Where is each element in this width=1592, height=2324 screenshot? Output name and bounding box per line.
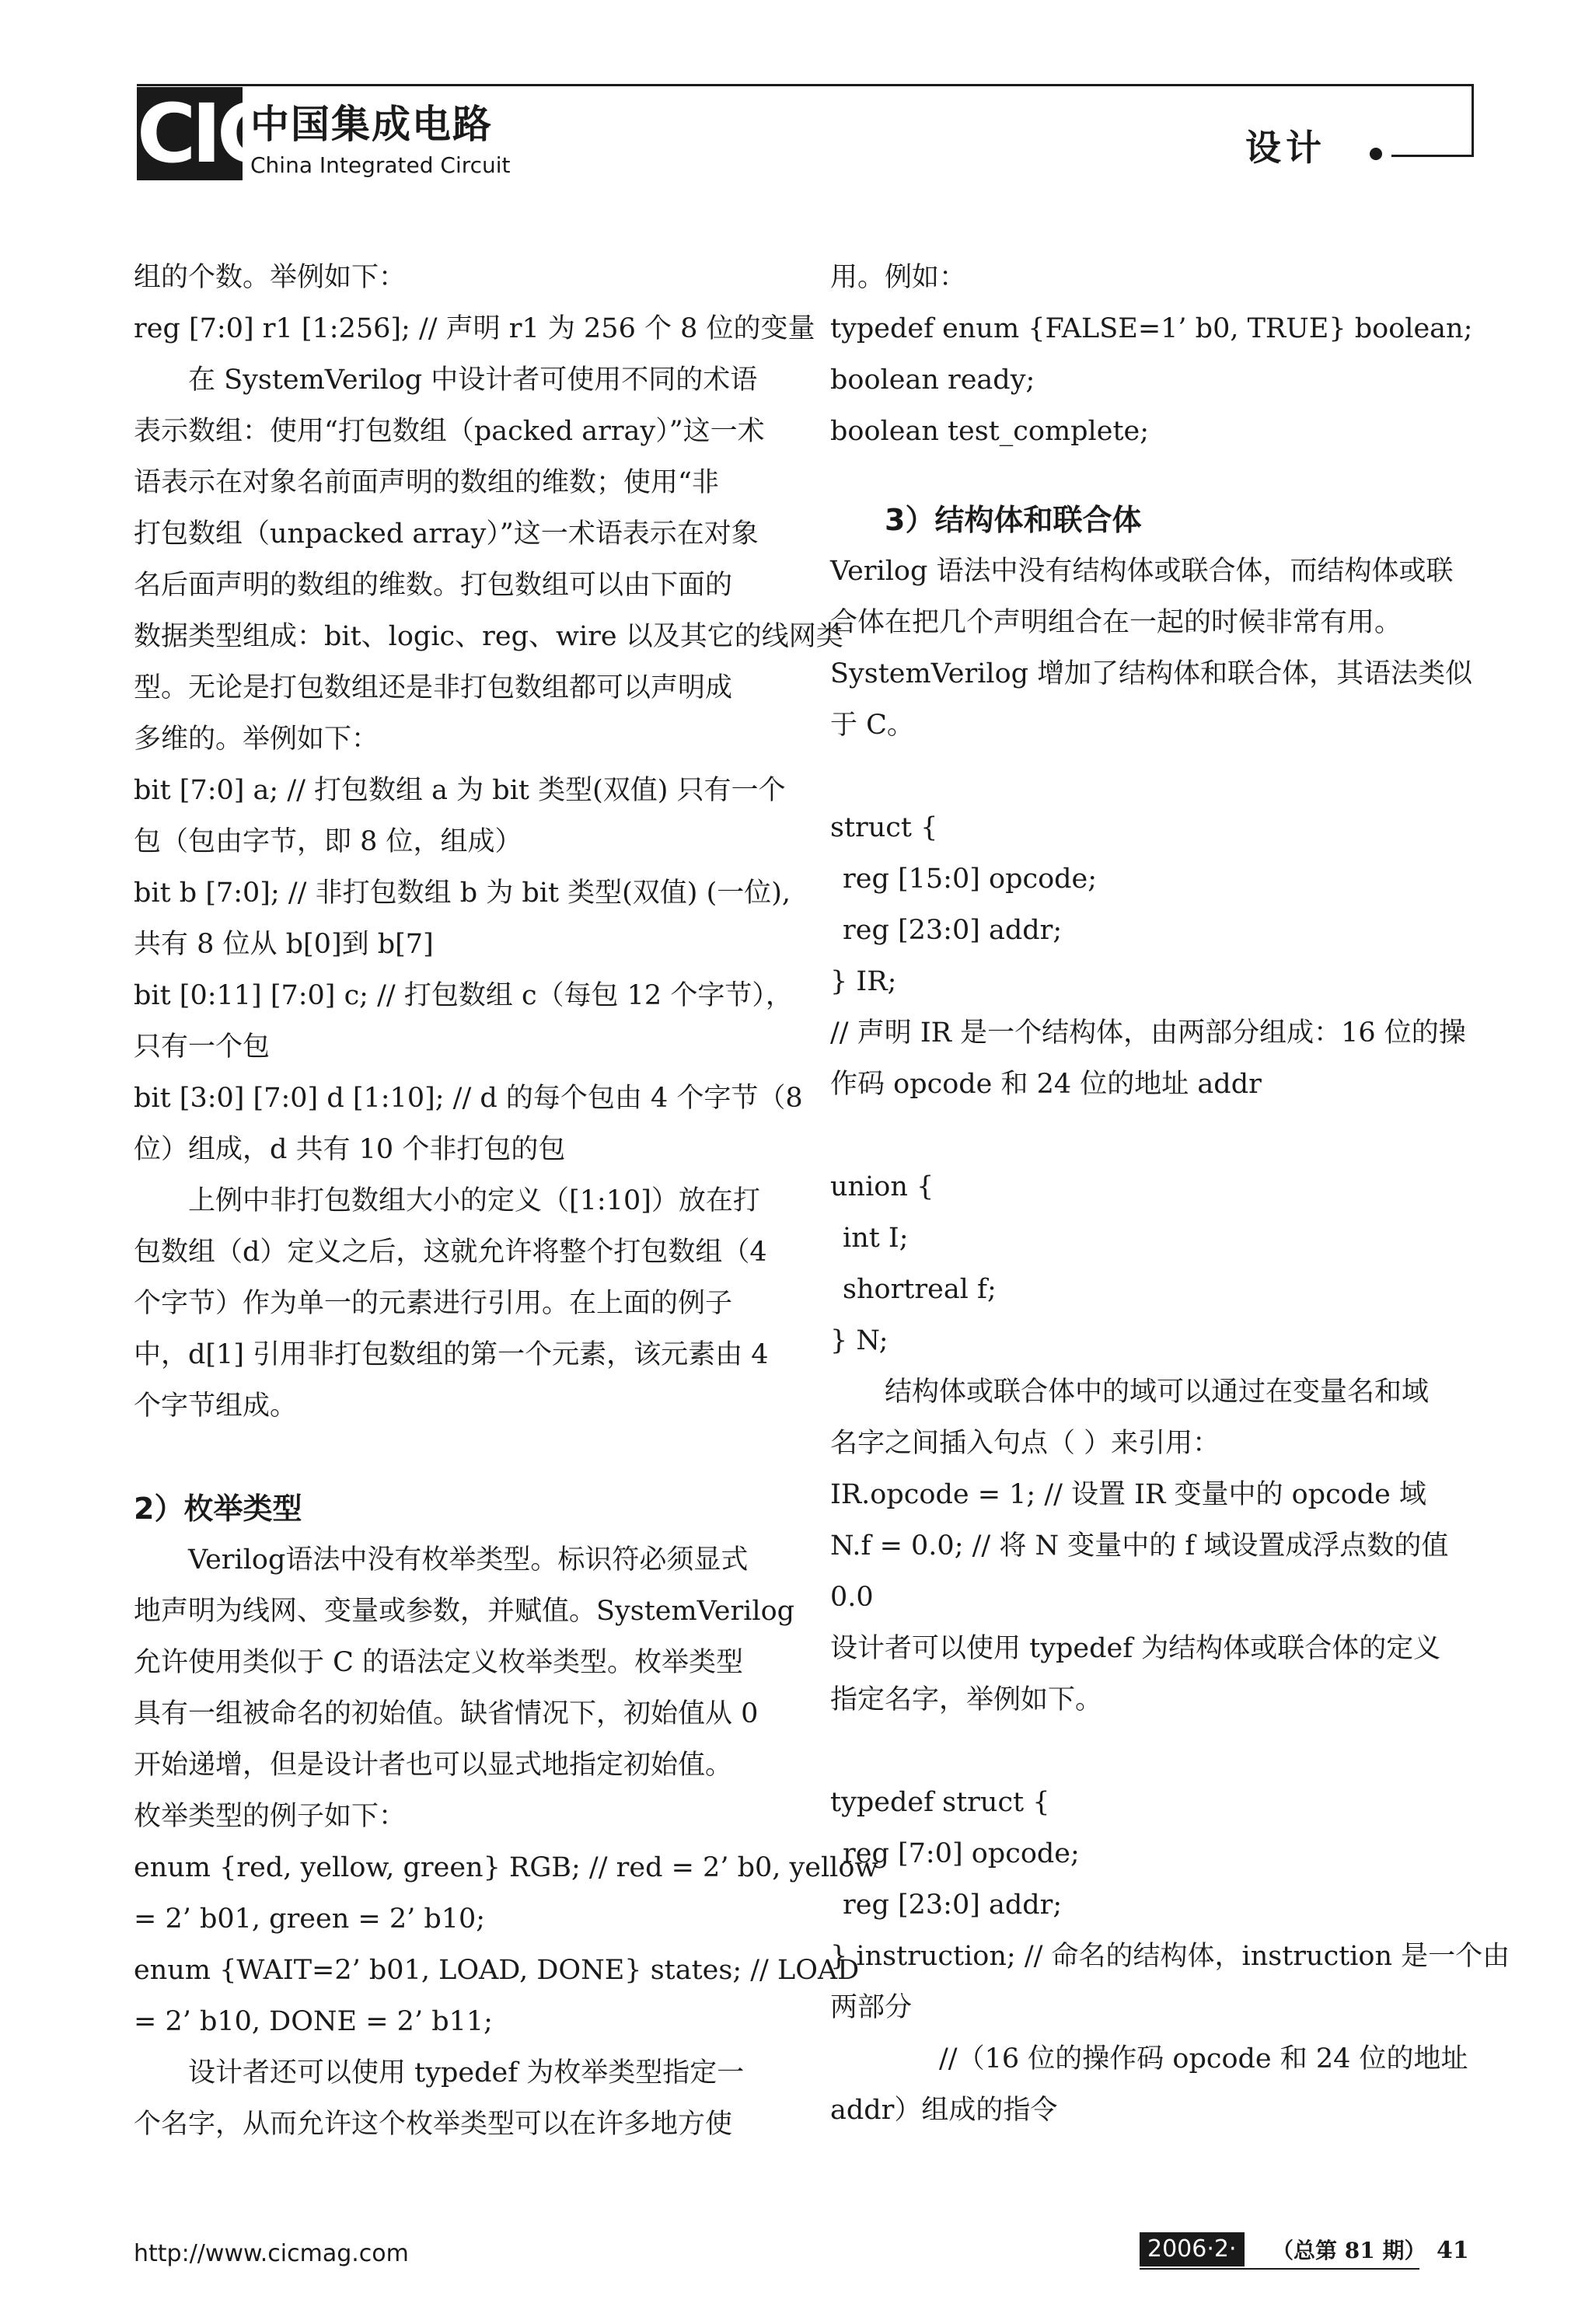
body-line: 中，d[1] 引用非打包数组的第一个元素，该元素由 4 [134, 1339, 769, 1370]
header-rule [137, 84, 1474, 86]
code-line: boolean test_complete; [830, 416, 1150, 447]
code-line: typedef struct { [830, 1787, 1050, 1818]
code-gap [830, 1726, 1475, 1777]
code-line: bit [0:11] [7:0] c; // 打包数组 c（每包 12 个字节）， [134, 980, 793, 1011]
code-line: 只有一个包 [134, 1031, 271, 1063]
code-line: reg [23:0] addr; [843, 1890, 1063, 1921]
section-gap [134, 1432, 785, 1483]
code-line: 位）组成，d 共有 10 个非打包的包 [134, 1134, 566, 1165]
paragraph-start: 结构体或联合体中的域可以通过在变量名和域 [885, 1377, 1430, 1408]
issue-total: （总第 81 期） [1272, 2238, 1426, 2263]
body-line: SystemVerilog 增加了结构体和联合体，其语法类似 [830, 658, 1473, 689]
code-line: N.f = 0.0; // 将 N 变量中的 f 域设置成浮点数的值 [830, 1530, 1449, 1562]
body-line: 具有一组被命名的初始值。缺省情况下，初始值从 0 [134, 1698, 759, 1729]
header-rule-right [1472, 84, 1474, 157]
code-line: reg [7:0] opcode; [843, 1838, 1080, 1869]
body-line: 开始递增，但是设计者也可以显式地指定初始值。 [134, 1750, 733, 1781]
code-line: bit [3:0] [7:0] d [1:10]; // d 的每个包由 4 个字节（8 [134, 1083, 803, 1114]
body-line: 个名字，从而允许这个枚举类型可以在许多地方使 [134, 2109, 733, 2140]
body-line: 多维的。举例如下： [134, 724, 379, 755]
code-line: shortreal f; [843, 1274, 997, 1305]
code-line: reg [23:0] addr; [843, 915, 1063, 946]
body-line: 枚举类型的例子如下： [134, 1801, 407, 1832]
header-rule-bottom [1391, 155, 1474, 157]
body-line: 于 C。 [830, 710, 914, 741]
body-line: 名字之间插入句点（ ）来引用： [830, 1428, 1220, 1459]
code-line: 共有 8 位从 b[0]到 b[7] [134, 929, 434, 960]
body-line: 型。无论是打包数组还是非打包数组都可以声明成 [134, 672, 733, 703]
paragraph-start: 在 SystemVerilog 中设计者可使用不同的术语 [188, 365, 758, 396]
code-comment: addr）组成的指令 [830, 2095, 1058, 2126]
body-line: 打包数组（unpacked array）”这一术语表示在对象 [134, 518, 759, 550]
code-comment: //（16 位的操作码 opcode 和 24 位的地址 [939, 2043, 1468, 2075]
body-line: 指定名字，举例如下。 [830, 1684, 1103, 1715]
code-line: int I; [843, 1223, 909, 1254]
section-gap [830, 457, 1475, 494]
code-line: } N; [830, 1325, 889, 1356]
code-line: } instruction; // 命名的结构体，instruction 是一个由 [830, 1941, 1510, 1972]
code-line: = 2’ b01, green = 2’ b10; [134, 1904, 486, 1935]
code-line: struct { [830, 812, 938, 843]
footer-url: http://www.cicmag.com [134, 2240, 409, 2267]
body-line: 地声明为线网、变量或参数，并赋值。SystemVerilog [134, 1596, 795, 1627]
code-gap [830, 1110, 1475, 1161]
code-line: enum {red, yellow, green} RGB; // red = 2’ b0, yellow [134, 1852, 878, 1883]
body-line: 组的个数。举例如下： [134, 262, 407, 293]
journal-name-chinese: 中国集成电路 [250, 102, 493, 147]
body-line: 个字节）作为单一的元素进行引用。在上面的例子 [134, 1288, 733, 1319]
code-line: reg [15:0] opcode; [843, 864, 1098, 895]
section-label: 设计 [1245, 127, 1326, 169]
body-line: 语表示在对象名前面声明的数组的维数；使用“非 [134, 467, 719, 498]
code-line: bit [7:0] a; // 打包数组 a 为 bit 类型(双值) 只有一个 [134, 775, 786, 806]
issue-badge: 2006·2· [1140, 2232, 1245, 2266]
code-line: reg [7:0] r1 [1:256]; // 声明 r1 为 256 个 8 位的变量 [134, 313, 815, 344]
code-line: typedef enum {FALSE=1’ b0, TRUE} boolean; [830, 313, 1473, 344]
code-line: 包（包由字节，即 8 位，组成） [134, 826, 522, 857]
body-line: 允许使用类似于 C 的语法定义枚举类型。枚举类型 [134, 1647, 744, 1678]
body-line: 名后面声明的数组的维数。打包数组可以由下面的 [134, 570, 733, 601]
paragraph-start: 上例中非打包数组大小的定义（[1:10]）放在打 [188, 1185, 760, 1216]
code-line: = 2’ b10, DONE = 2’ b11; [134, 2006, 493, 2037]
bullet-dot-icon [1370, 148, 1382, 160]
journal-logo-mark: CIC [137, 86, 272, 181]
paragraph-start: Verilog语法中没有枚举类型。标识符必须显式 [188, 1544, 749, 1576]
code-line: bit b [7:0]; // 非打包数组 b 为 bit 类型(双值) (一位), [134, 878, 791, 909]
body-line: 用。例如： [830, 262, 967, 293]
body-line: 设计者可以使用 typedef 为结构体或联合体的定义 [830, 1633, 1441, 1664]
code-gap [830, 751, 1475, 802]
section-heading: 2）枚举类型 [134, 1492, 302, 1526]
body-line: 包数组（d）定义之后，这就允许将整个打包数组（4 [134, 1237, 767, 1268]
footer-rule [1140, 2268, 1419, 2270]
code-comment: // 声明 IR 是一个结构体，由两部分组成：16 位的操 [830, 1017, 1466, 1049]
journal-name-english: China Integrated Circuit [250, 152, 511, 178]
code-line: 0.0 [830, 1582, 874, 1613]
body-line: 合体在把几个声明组合在一起的时候非常有用。 [830, 607, 1402, 638]
code-line: enum {WAIT=2’ b01, LOAD, DONE} states; // LOAD [134, 1955, 860, 1986]
right-column [830, 252, 1510, 2136]
code-comment: 两部分 [830, 1992, 913, 2023]
code-line: boolean ready; [830, 365, 1035, 396]
code-line: union { [830, 1171, 934, 1202]
body-line: 表示数组：使用“打包数组（packed array）”这一术 [134, 416, 765, 447]
code-comment: 作码 opcode 和 24 位的地址 addr [830, 1069, 1262, 1100]
page-header [0, 0, 1592, 194]
code-line: } IR; [830, 966, 897, 997]
page-number: 41 [1437, 2237, 1469, 2264]
section-heading: 3）结构体和联合体 [885, 503, 1142, 537]
paragraph-start: 设计者还可以使用 typedef 为枚举类型指定一 [188, 2057, 745, 2088]
body-line: Verilog 语法中没有结构体或联合体，而结构体或联 [830, 556, 1454, 587]
body-line: 数据类型组成：bit、logic、reg、wire 以及其它的线网类 [134, 621, 843, 652]
body-line: 个字节组成。 [134, 1391, 298, 1422]
code-line: IR.opcode = 1; // 设置 IR 变量中的 opcode 域 [830, 1479, 1426, 1510]
